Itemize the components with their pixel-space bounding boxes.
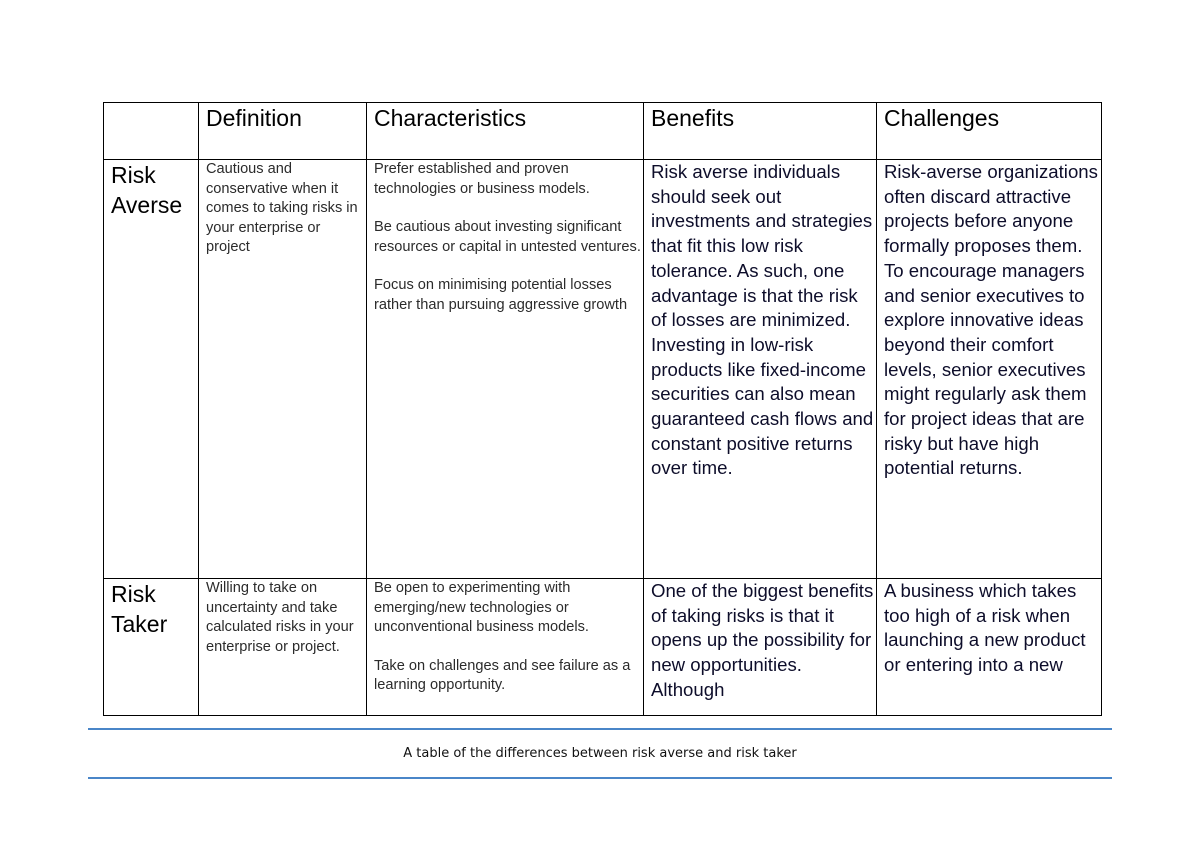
characteristic-item: Be cautious about investing significant resources or capital in untested ventures.	[374, 219, 641, 255]
benefits-cell	[644, 579, 877, 716]
benefits-cell: Risk averse individuals should seek out investments and strategies that fit this low risk tolerance. As such, one advantage is that the risk of losses are minimized. Investing in low-risk products like fixed-income securities can also mean guaranteed cash flows and constant positive returns over time.	[644, 160, 877, 579]
caption-top-rule	[88, 728, 1112, 730]
challenges-text: A business which takes too high of a risk when launching a new product or entering into a new	[884, 580, 1086, 676]
challenges-cell	[877, 579, 1102, 716]
caption-bottom-rule	[88, 777, 1112, 779]
definition-cell: Cautious and conservative when it comes to taking risks in your enterprise or project	[199, 160, 367, 579]
characteristic-item: Take on challenges and see failure as a learning opportunity.	[374, 657, 631, 693]
row-label-line2: Averse	[111, 192, 183, 218]
characteristics-cell	[367, 579, 644, 716]
header-empty-cell	[104, 103, 199, 160]
header-benefits: Benefits	[644, 103, 877, 160]
benefits-text: One of the biggest benefits of taking risks is that it opens up the possibility for new opportunities. Although	[651, 580, 874, 700]
characteristic-item: Prefer established and proven technologies or business models.	[374, 161, 590, 197]
table-caption: A table of the differences between risk averse and risk taker	[403, 746, 797, 761]
header-challenges: Challenges	[877, 103, 1102, 160]
row-label-line1: Risk	[111, 162, 156, 188]
comparison-table	[103, 102, 1102, 716]
header-characteristics: Characteristics	[367, 103, 644, 160]
row-label-line2: Taker	[111, 611, 168, 637]
row-label-risk-taker	[104, 579, 199, 716]
characteristic-item: Be open to experimenting with emerging/new technologies or unconventional business models.	[374, 580, 589, 635]
header-definition: Definition	[199, 103, 367, 160]
definition-cell: Willing to take on uncertainty and take calculated risks in your enterprise or project.	[199, 579, 367, 716]
row-label-line1: Risk	[111, 581, 156, 607]
characteristics-cell	[367, 160, 644, 579]
table-row-risk-averse	[104, 160, 1102, 579]
table-row-risk-taker	[104, 579, 1102, 716]
characteristic-item: Focus on minimising potential losses rather than pursuing aggressive growth	[374, 277, 628, 313]
row-label-risk-averse	[104, 160, 199, 579]
challenges-cell: Risk-averse organizations often discard attractive projects before anyone formally proposes them. To encourage managers and senior executives to explore innovative ideas beyond their comfort levels, senior executives might regularly ask them for project ideas that are risky but have high potential returns.	[877, 160, 1102, 579]
header-row	[104, 103, 1102, 160]
